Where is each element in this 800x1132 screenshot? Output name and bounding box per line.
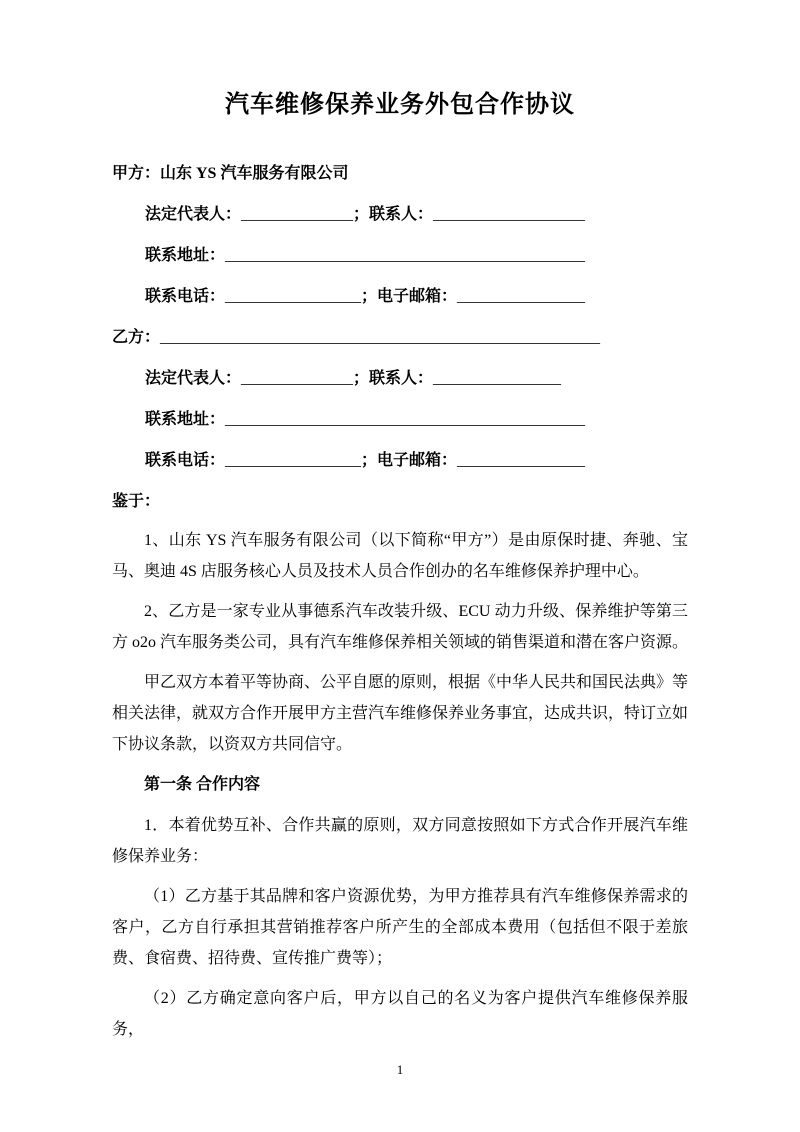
party-b-email-label: ；电子邮箱：: [361, 452, 458, 469]
party-b-contact-blank: ________________: [433, 370, 562, 387]
party-b-legal-rep-line: [112, 364, 688, 394]
party-a-legal-rep-line: [112, 200, 688, 230]
clause-paragraph-3: （2）乙方确定意向客户后，甲方以自己的名义为客户提供汽车维修保养服务，: [112, 990, 688, 1038]
section-one-heading: 第一条 合作内容: [144, 776, 261, 793]
party-a-section: [112, 159, 688, 312]
party-b-name-line: [112, 323, 688, 353]
party-b-address-line: [112, 405, 688, 435]
party-a-email-label: ；电子邮箱：: [361, 288, 458, 305]
clause-paragraph-2: （1）乙方基于其品牌和客户资源优势，为甲方推荐具有汽车维修保养需求的客户，乙方自行承担其营销推荐客户所产生的全部成本费用（包括但不限于差旅费、食宿费、招待费、宣传推广费等）；: [112, 888, 688, 967]
party-a-phone-blank: _________________: [225, 288, 362, 305]
document-title: 汽车维修保养业务外包合作协议: [225, 91, 575, 118]
party-b-email-blank: ________________: [457, 452, 586, 469]
party-a-legal-rep-blank: ______________: [241, 206, 354, 223]
party-a-phone-label: 联系电话：: [145, 288, 226, 305]
party-a-contact-label: ；联系人：: [353, 206, 434, 223]
party-b-phone-line: [112, 446, 688, 476]
party-b-address-label: 联系地址：: [145, 411, 226, 428]
party-b-phone-label: 联系电话：: [145, 452, 226, 469]
page-number: 1: [396, 1062, 404, 1077]
recital-paragraph-2: 2、乙方是一家专业从事德系汽车改装升级、ECU 动力升级、保养维护等第三方 o2o 汽车服务类公司，具有汽车维修保养相关领域的销售渠道和潜在客户资源。: [112, 603, 689, 651]
party-b-contact-label: ；联系人：: [353, 370, 434, 387]
party-a-name-line: 甲方：山东 YS 汽车服务有限公司: [112, 165, 349, 182]
party-b-section: [112, 323, 688, 476]
party-b-phone-blank: _________________: [225, 452, 362, 469]
clause-paragraph-1: 1．本着优势互补、合作共赢的原则，双方同意按照如下方式合作开展汽车维修保养业务：: [112, 817, 688, 865]
party-b-legal-rep-blank: ______________: [241, 370, 354, 387]
whereas-label: 鉴于：: [112, 493, 161, 510]
party-a-address-line: [112, 241, 688, 271]
party-a-phone-line: [112, 282, 688, 312]
party-a-legal-rep-label: 法定代表人：: [145, 206, 242, 223]
recital-paragraph-1: 1、山东 YS 汽车服务有限公司（以下简称“甲方”）是由原保时捷、奔驰、宝马、奥迪 4S 店服务核心人员及技术人员合作创办的名车维修保养护理中心。: [112, 532, 688, 580]
party-a-contact-blank: ___________________: [433, 206, 586, 223]
recital-paragraph-3: 甲乙双方本着平等协商、公平自愿的原则，根据《中华人民共和国民法典》等相关法律，就双方合作开展甲方主营汽车维修保养业务事宜，达成共识，特订立如下协议条款，以资双方共同信守。: [112, 674, 689, 753]
party-b-name-blank: _______________________________________________________: [160, 329, 601, 346]
party-b-legal-rep-label: 法定代表人：: [145, 370, 242, 387]
party-a-email-blank: ________________: [457, 288, 586, 305]
party-b-address-blank: _____________________________________________: [225, 411, 586, 428]
party-b-label: 乙方：: [112, 329, 161, 346]
party-a-address-blank: _____________________________________________: [225, 247, 586, 264]
party-a-address-label: 联系地址：: [145, 247, 226, 264]
